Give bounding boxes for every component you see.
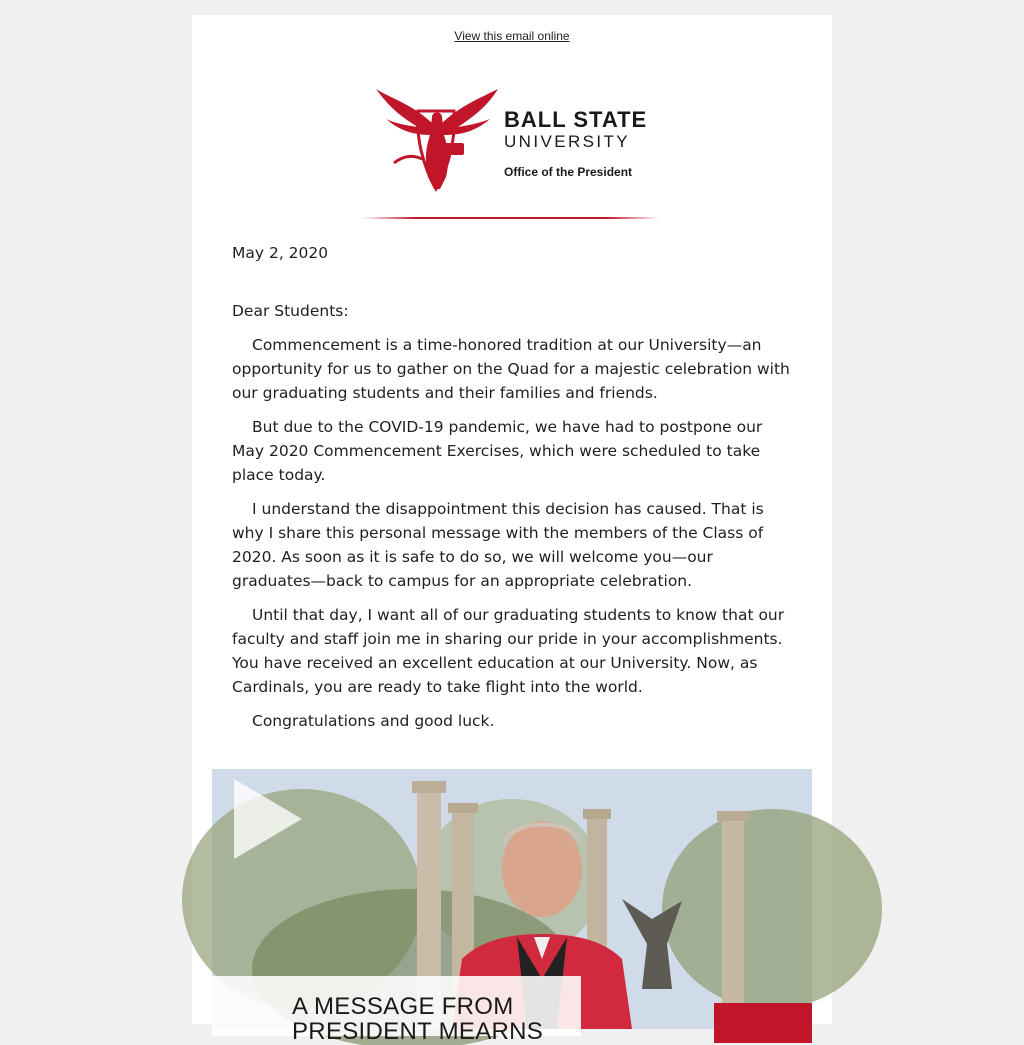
- header-divider: [362, 217, 660, 219]
- video-caption-box: [212, 976, 581, 1045]
- logo-wordmark: [504, 108, 647, 179]
- video-thumbnail[interactable]: [212, 769, 812, 1045]
- bsu-logo: [374, 85, 654, 195]
- letter-paragraph: I understand the disappointment this decision has caused. That is why I share this personal message with the members of the Class of 2020. As soon as it is safe to do so, we will welcome you—our graduates—back to campus for an appropriate celebration.: [232, 500, 764, 590]
- cardinal-beneficence-icon: [374, 85, 504, 195]
- letter-paragraph: Until that day, I want all of our graduating students to know that our faculty and staff join me in sharing our pride in your accomplishments. You have received an excellent education at our University. Now, as Cardinals, you are ready to take flight into the world.: [232, 606, 785, 696]
- letter-body: [232, 241, 794, 743]
- letter-paragraph: But due to the COVID-19 pandemic, we have had to postpone our May 2020 Commencement Exercises, which were scheduled to take place today.: [232, 418, 763, 484]
- play-icon[interactable]: [212, 769, 312, 869]
- logo-line-ball-state: BALL STATE: [504, 107, 648, 132]
- letter-date: May 2, 2020: [232, 244, 329, 262]
- letter-salutation: Dear Students:: [232, 302, 349, 320]
- letter-paragraph: Congratulations and good luck.: [252, 712, 495, 730]
- view-online-link[interactable]: View this email online: [454, 29, 570, 43]
- logo-line-university: UNIVERSITY: [504, 132, 631, 151]
- logo-line-office: Office of the President: [504, 165, 633, 179]
- video-caption: A MESSAGE FROM PRESIDENT MEARNS: [292, 993, 544, 1045]
- video-red-tab: [714, 1003, 812, 1043]
- letter-paragraph: Commencement is a time-honored tradition at our University—an opportunity for us to gather on the Quad for a majestic celebration with our graduating students and their families and friends.: [232, 336, 790, 402]
- email-container: [192, 15, 832, 1045]
